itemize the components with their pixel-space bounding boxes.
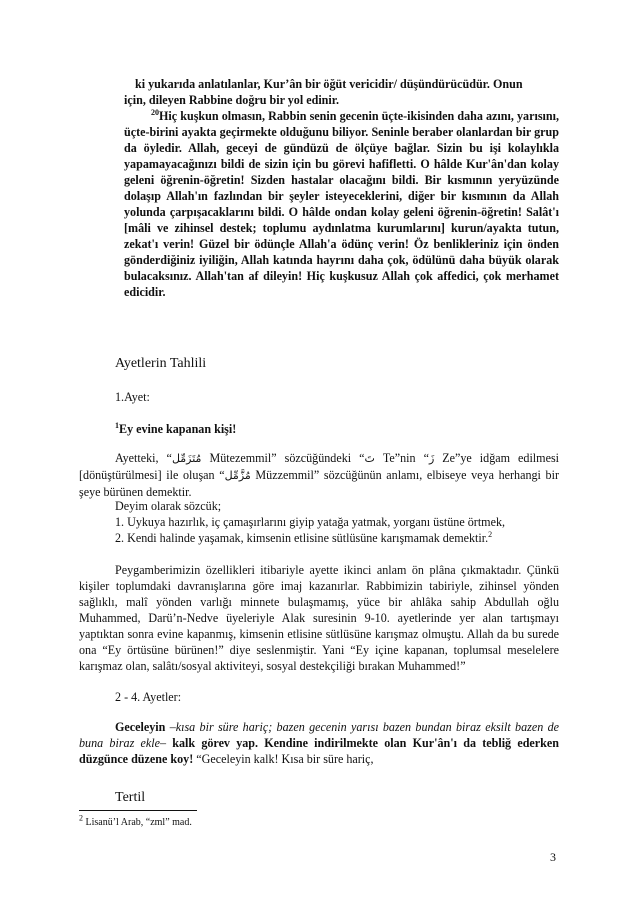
translation-line-2: için, dileyen Rabbine doğru bir yol edinir. <box>124 93 340 107</box>
arabic-letter-ze: زَ <box>428 452 435 465</box>
tertil-heading: Tertil <box>115 790 146 805</box>
arabic-letter-te: تَ <box>364 452 375 465</box>
translation-verse-20: $^{20}$Hiç kuşkun olmasın, Rabbin senin gecenin üçte-ikisinden daha azını, yarısını, üçte-birini ayakta geçirmekte olduğunu biliyor. Seninle beraber olanlardan bir grup da öyledir. Allah, geceyi de gündüzü de ölçüye bağlar. Sizin bu işi kolaylıkla yapamayacağınızı bildi de sizin için bu görevi hafifletti. O hâlde Kur'ân'dan kolay geleni öğrenin-öğretin! Sizden hastalar olacağını bildi. Bir kısmının yeryüzünde dolaşıp Allah'ın fazlından bir şeyler isteyeceklerini, diğer bir kısmının da Allah yolunda çarpışacaklarını bildi. O hâlde ondan kolay geleni öğrenin-öğretin! Salât'ı [mâli ve zihinsel destek; toplumu aydınlatma kurumlarını] kurun/ayakta tutun, zekat'ı verin! Güzel bir ödünçle Allah'a ödünç verin! Öz benlikleriniz için önden gönderdiğiniz iyiliğin, Allah katında hayrını daha çok, ödülünü daha büyük olarak bulacaksınız. Allah'tan af dileyin! Hiç kuşkusuz Allah çok affedici, çok merhamet edicidir. <box>124 107 559 299</box>
footnote-ref-2: 2 <box>488 529 493 539</box>
ayet-2-4-label: 2 - 4. Ayetler: <box>115 690 182 704</box>
paragraph-geceleyin: Geceleyin –kısa bir süre hariç; bazen gecenin yarısı bazen bundan biraz eksilt bazen de buna biraz ekle– kalk görev yap. Kendine indirilmekte olan Kur'ân'ı da tebliğ ederken düzgünce düzene koy! “Geceleyin kalk! Kısa bir süre hariç, <box>79 720 559 766</box>
ayet-1-label: 1.Ayet: <box>115 390 150 404</box>
arabic-word-muzzemmil: مُزَّمِّل <box>224 469 251 482</box>
page-number: 3 <box>550 850 556 864</box>
arabic-word-mutezemmil: مُتَزَمِّل <box>171 452 202 465</box>
ayet-1-heading: $^1$Ey evine kapanan kişi! <box>115 420 237 436</box>
translation-line-1: ki yukarıda anlatılanlar, Kur’ân bir öğüt vericidir/ düşündürücüdür. Onun <box>135 77 523 91</box>
paragraph-meaning: Ayetteki, “مُتَزَمِّل Mütezemmil” sözcüğündeki “تَ Te”nin “زَ Ze”ye idğam edilmesi [dönüştürülmesi] ile oluşan “مُزَّمِّل Müzzemmil” sözcüğünün anlamı, elbiseye veya herhangi bir şeye bürünen demektir. <box>79 451 560 499</box>
deyim-item-1: 1. Uykuya hazırlık, iç çamaşırlarını giyip yatağa yatmak, yorganı üstüne örtmek, <box>115 515 506 529</box>
deyim-item-2: 2. Kendi halinde yaşamak, kimsenin etlisine sütlüsüne karışmamak demektir.$^2$ <box>115 529 493 545</box>
footnote-number: 2 <box>79 813 83 823</box>
footnote-rule <box>79 810 197 811</box>
footnote: $^2$ Lisanü’l Arab, “zml” mad. <box>79 813 192 828</box>
deyim-label: Deyim olarak sözcük; <box>115 499 222 513</box>
verse-number: 20 <box>151 107 159 117</box>
ayet-1-heading-number: 1 <box>115 420 119 430</box>
section-title: Ayetlerin Tahlili <box>115 356 207 371</box>
paragraph-prophet: Peygamberimizin özellikleri itibariyle ayette ikinci anlam ön plâna çıkmaktadır. Çünkü kişiler toplumdaki davranışlarına göre imaj kazanırlar. Rabbimizin tabiriyle, zihinsel yönden sağlıklı, malî yönden varlığı minnete bulaşmamış, yüce bir ahlâka sahip Abdullah oğlu Muhammed, Darü’n-Nedve üyeleriyle Alak suresinin 9-10. ayetlerinde yer alan tartışmayı yaptıktan sonra evine kapanmış, kimsenin etlisine sütlüsüne karışmaz olmuştu. Allah da bu surede ona “Ey örtüsüne bürünen!” diye seslenmiştir. Yani “Ey içine kapanan, toplumsal meselelere karışmaz olan, salâtı/sosyal aktiviteyi, sosyal destekçiliği bırakan Muhammed!” <box>79 563 559 673</box>
